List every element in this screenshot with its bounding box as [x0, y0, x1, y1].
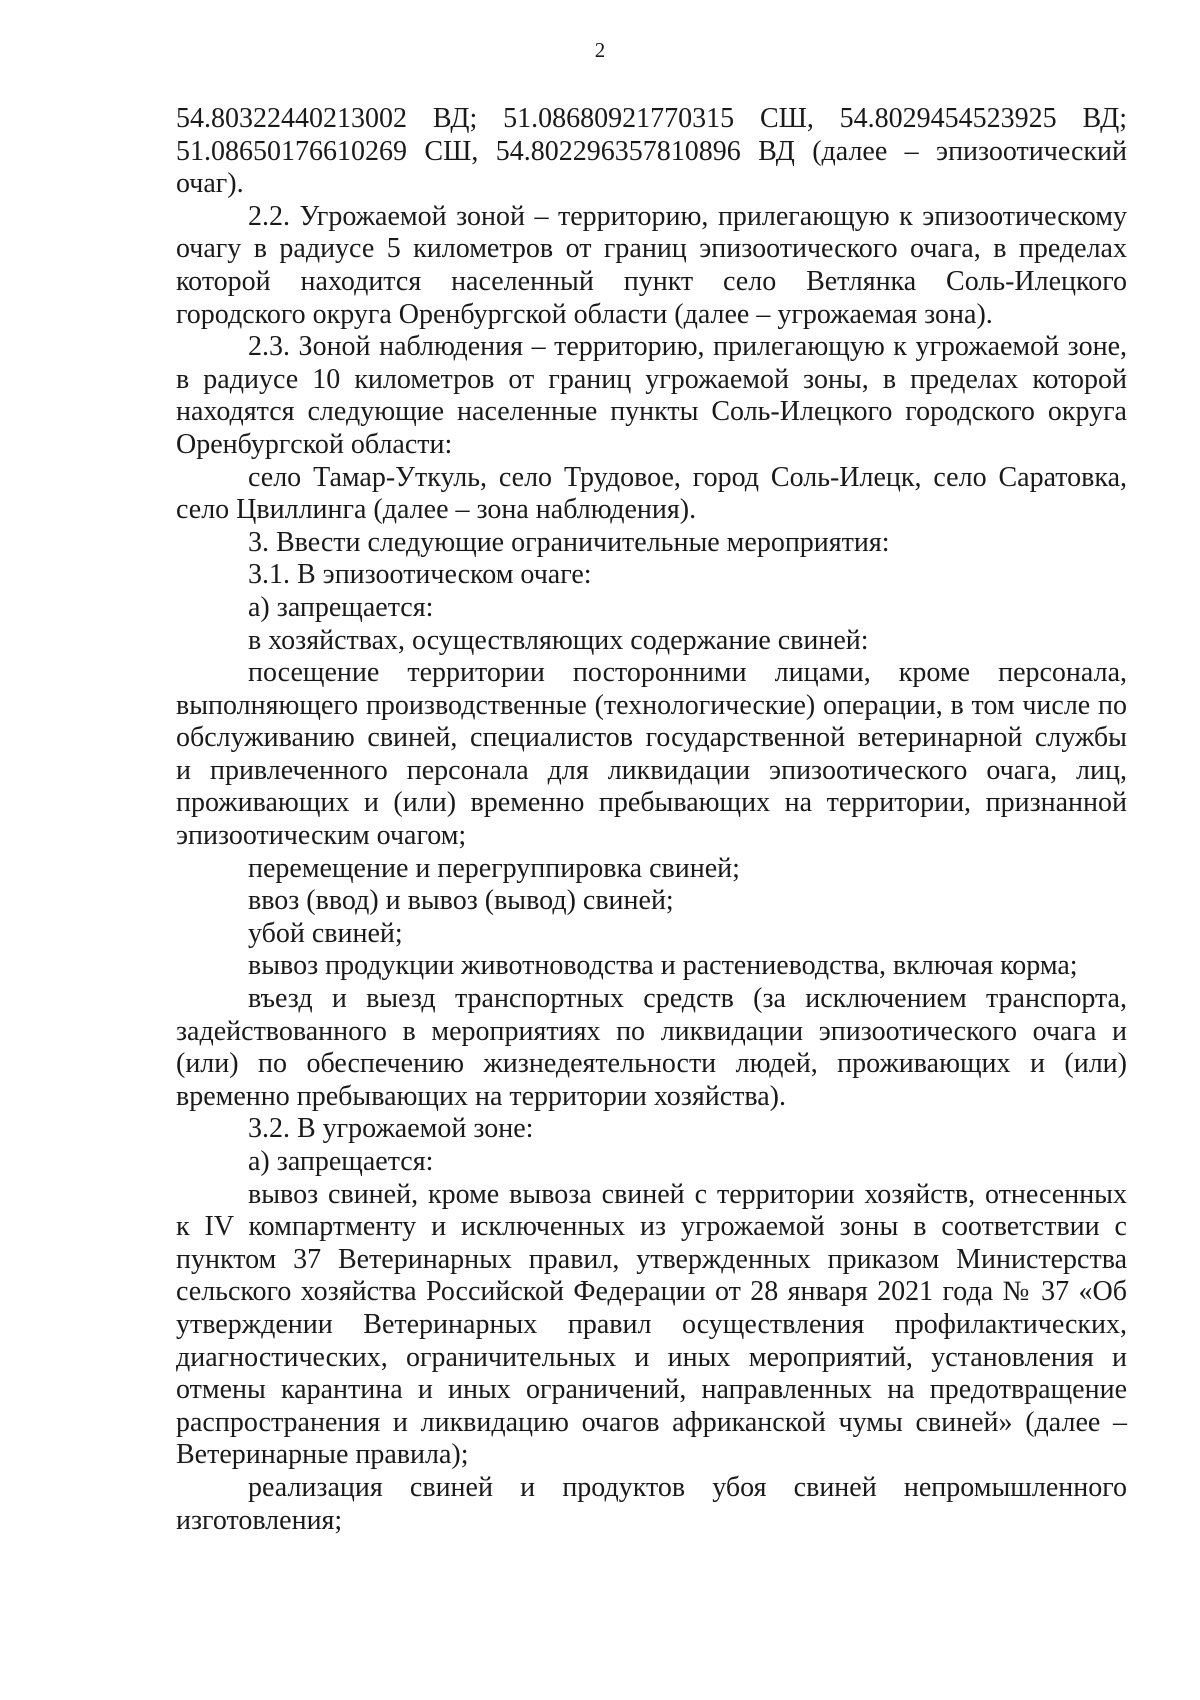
page-number: 2 [594, 38, 606, 62]
paragraph-item-3-1 [176, 559, 1127, 592]
paragraph-item-3-1-vehicles [176, 983, 1127, 1113]
paragraph-item-3-2-sale [176, 1472, 1127, 1537]
paragraph-observation-settlements [176, 462, 1127, 527]
paragraph-item-3-1-moving [176, 853, 1127, 886]
text-line: к IV компартменту и исключенных из угрожаемой зоны в соответствии с [176, 1211, 1127, 1243]
text-line: а) запрещается: [248, 591, 434, 623]
text-line: эпизоотическим очагом; [176, 820, 467, 852]
text-line: убой свиней; [248, 917, 403, 949]
text-line: и привлеченного персонала для ликвидации эпизоотического очага, лиц, [176, 754, 1127, 786]
text-line: вывоз свиней, кроме вывоза свиней с территории хозяйств, отнесенных [248, 1178, 1127, 1210]
text-line: пунктом 37 Ветеринарных правил, утвержденных приказом Министерства [176, 1243, 1127, 1275]
paragraph-item-3-1-a [176, 592, 1127, 625]
text-line: обслуживанию свиней, специалистов государственной ветеринарной службы [176, 722, 1127, 754]
text-line: село Тамар-Уткуль, село Трудовое, город Соль-Илецк, село Саратовка, [248, 461, 1127, 493]
text-line: находятся следующие населенные пункты Соль-Илецкого городского округа [176, 396, 1127, 428]
text-line: сельского хозяйства Российской Федерации от 28 января 2021 года № 37 «Об [176, 1276, 1127, 1308]
paragraph-item-3-1-import [176, 885, 1127, 918]
text-line: изготовления; [176, 1504, 343, 1536]
text-line: которой находится населенный пункт село Ветлянка Соль-Илецкого [176, 265, 1127, 297]
text-line: въезд и выезд транспортных средств (за исключением транспорта, [248, 983, 1127, 1015]
text-line: в хозяйствах, осуществляющих содержание свиней: [248, 624, 869, 656]
text-line: посещение территории посторонними лицами, кроме персонала, [248, 657, 1127, 689]
text-line: задействованного в мероприятиях по ликвидации эпизоотического очага и [176, 1015, 1127, 1047]
text-line: отмены карантина и иных ограничений, направленных на предотвращение [176, 1374, 1127, 1406]
paragraph-item-3 [176, 527, 1127, 560]
text-line: а) запрещается: [248, 1146, 434, 1177]
paragraph-threatened-zone [176, 201, 1127, 331]
text-line: 3.1. В эпизоотическом очаге: [248, 559, 592, 591]
paragraph-item-3-1-slaughter [176, 918, 1127, 951]
document-body [176, 103, 1127, 1537]
text-line: в радиусе 10 километров от границ угрожаемой зоны, в пределах которой [176, 363, 1127, 395]
paragraph-item-3-1-visits [176, 657, 1127, 853]
text-line: очагу в радиусе 5 километров от границ эпизоотического очага, в пределах [176, 233, 1127, 265]
paragraph-observation-zone [176, 331, 1127, 461]
text-line: село Цвиллинга (далее – зона наблюдения). [176, 494, 697, 526]
text-line: (или) по обеспечению жизнедеятельности людей, проживающих и (или) [176, 1048, 1127, 1080]
text-line: Ветеринарные правила); [176, 1439, 469, 1471]
text-line: реализация свиней и продуктов убоя свиней непромышленного [248, 1471, 1127, 1503]
text-line: 3. Ввести следующие ограничительные мероприятия: [248, 526, 890, 558]
paragraph-item-3-2-export [176, 1179, 1127, 1472]
paragraph-item-3-2 [176, 1113, 1127, 1146]
text-line: городского округа Оренбургской области (далее – угрожаемая зона). [176, 298, 993, 330]
paragraph-item-3-1-products [176, 950, 1127, 983]
text-line: временно пребывающих на территории хозяйства). [176, 1080, 786, 1112]
text-line: очаг). [176, 168, 244, 200]
text-line: проживающих и (или) временно пребывающих на территории, признанной [176, 787, 1127, 819]
text-line: 2.3. Зоной наблюдения – территорию, прилегающую к угрожаемой зоне, [248, 331, 1127, 363]
paragraph-item-3-2-a [176, 1146, 1127, 1179]
text-line: 54.80322440213002 ВД; 51.08680921770315 СШ, 54.8029454523925 ВД; [176, 103, 1127, 134]
text-line: Оренбургской области: [176, 428, 453, 460]
paragraph-coords-continued [176, 103, 1127, 201]
text-line: 51.08650176610269 СШ, 54.802296357810896 ВД (далее – эпизоотический [176, 135, 1127, 167]
paragraph-item-3-1-a-farms [176, 625, 1127, 658]
text-line: перемещение и перегруппировка свиней; [248, 852, 740, 884]
text-line: диагностических, ограничительных и иных мероприятий, установления и [176, 1341, 1127, 1373]
text-line: выполняющего производственные (технологические) операции, в том числе по [176, 689, 1127, 721]
text-line: утверждении Ветеринарных правил осуществления профилактических, [176, 1308, 1127, 1340]
text-line: 3.2. В угрожаемой зоне: [248, 1113, 534, 1145]
text-line: вывоз продукции животноводства и растениеводства, включая корма; [248, 950, 1078, 982]
text-line: 2.2. Угрожаемой зоной – территорию, прилегающую к эпизоотическому [248, 200, 1127, 232]
text-line: распространения и ликвидацию очагов африканской чумы свиней» (далее – [176, 1406, 1127, 1438]
text-line: ввоз (ввод) и вывоз (вывод) свиней; [248, 885, 674, 917]
